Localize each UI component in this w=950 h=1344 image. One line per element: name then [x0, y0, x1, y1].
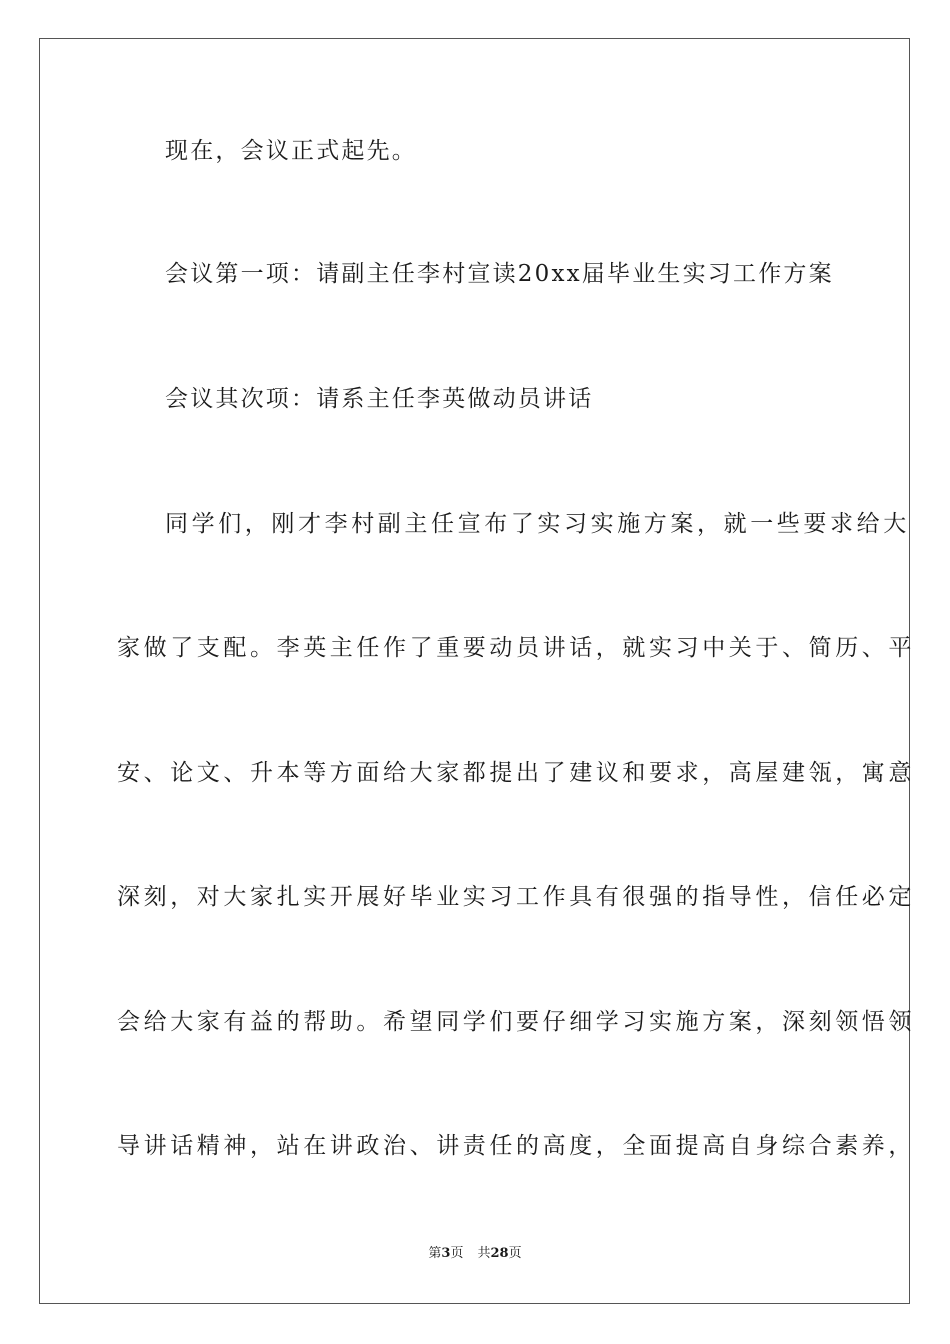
- paragraph-line-9: 导讲话精神，站在讲政治、讲责任的高度，全面提高自身综合素养，: [117, 1133, 915, 1159]
- paragraph-line-2: 会议第一项：请副主任李村宣读20xx届毕业生实习工作方案: [165, 261, 834, 287]
- paragraph-line-6: 安、论文、升本等方面给大家都提出了建议和要求，高屋建瓴，寓意: [117, 760, 915, 786]
- page-prefix: 第: [428, 1246, 442, 1261]
- paragraph-line-8: 会给大家有益的帮助。希望同学们要仔细学习实施方案，深刻领悟领: [117, 1009, 915, 1035]
- total-pages: 28: [490, 1246, 509, 1261]
- paragraph-line-4: 同学们，刚才李村副主任宣布了实习实施方案，就一些要求给大: [165, 511, 910, 537]
- paragraph-line-3: 会议其次项：请系主任李英做动员讲话: [165, 386, 594, 412]
- page-number: 3: [441, 1246, 451, 1261]
- page-suffix: 页: [450, 1246, 464, 1261]
- total-suffix: 页: [508, 1246, 522, 1261]
- page-footer: [0, 1246, 950, 1262]
- paragraph-line-7: 深刻，对大家扎实开展好毕业实习工作具有很强的指导性，信任必定: [117, 884, 915, 910]
- page-frame: [39, 38, 915, 1304]
- total-prefix: 共: [477, 1246, 491, 1261]
- paragraph-line-5: 家做了支配。李英主任作了重要动员讲话，就实习中关于、简历、平: [117, 635, 915, 661]
- paragraph-line-1: 现在，会议正式起先。: [165, 138, 417, 164]
